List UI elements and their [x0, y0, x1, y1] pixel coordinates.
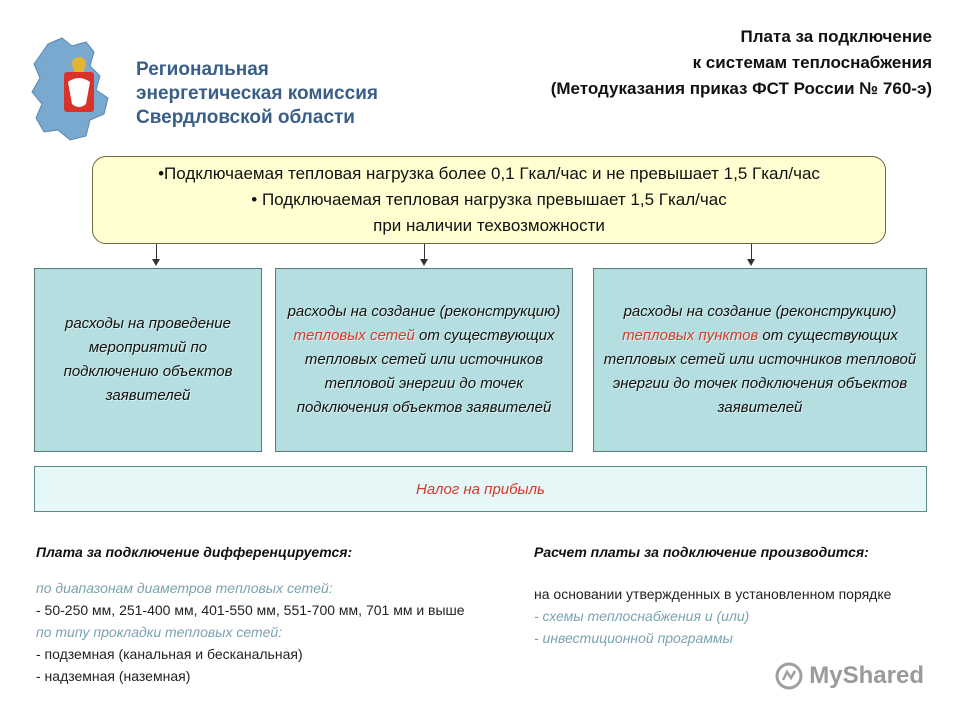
laying-type-aboveground: - надземная (наземная) — [36, 668, 191, 684]
diameter-heading: по диапазонам диаметров тепловых сетей: — [36, 580, 333, 596]
cost-box-1-text: расходы на проведение мероприятий по подключению объектов заявителей — [63, 315, 233, 404]
logo-title — [136, 58, 378, 130]
arrow-to-box1-icon — [152, 259, 160, 266]
logo-line-3: Свердловской области — [136, 107, 355, 128]
calculation-item-scheme: - схемы теплоснабжения и (или) — [534, 608, 750, 624]
arrow-to-box2-icon — [420, 259, 428, 266]
logo-line-2: энергетическая комиссия — [136, 83, 378, 104]
cost-box-3-highlight: тепловых пунктов — [622, 327, 759, 344]
calculation-section — [534, 541, 891, 649]
slide-title — [551, 24, 932, 102]
calculation-basis: на основании утвержденных в установленном порядке — [534, 586, 892, 602]
condition-1: •Подключаемая тепловая нагрузка более 0,1 Гкал/час и не превышает 1,5 Гкал/час — [158, 164, 820, 183]
cost-box-3-text — [601, 300, 919, 420]
calculation-item-program: - инвестиционной программы — [534, 630, 733, 646]
calculation-title: Расчет платы за подключение производится: — [534, 544, 869, 560]
cost-box-2-highlight: тепловых сетей — [293, 327, 415, 344]
myshared-logo-icon — [775, 662, 803, 690]
differentiation-section — [36, 541, 465, 687]
arrow-to-box3-line — [751, 244, 752, 260]
cost-box-3-text-a: расходы на создание (реконструкцию) — [623, 303, 897, 320]
cost-box-heat-networks — [275, 268, 573, 452]
title-line-3: (Методуказания приказ ФСТ России № 760-э) — [550, 79, 932, 98]
conditions-box — [92, 156, 886, 244]
diameter-ranges: - 50-250 мм, 251-400 мм, 401-550 мм, 551-700 мм, 701 мм и выше — [36, 602, 465, 618]
watermark — [775, 662, 924, 690]
condition-2: • Подключаемая тепловая нагрузка превышает 1,5 Гкал/час — [251, 190, 727, 209]
title-line-2: к системам теплоснабжения — [692, 53, 932, 72]
cost-box-heat-points — [593, 268, 927, 452]
cost-box-connection-measures — [34, 268, 262, 452]
arrow-to-box3-icon — [747, 259, 755, 266]
sverdlovsk-region-map-icon — [28, 36, 138, 146]
watermark-text: MyShared — [809, 662, 924, 689]
cost-box-2-text — [283, 300, 565, 420]
profit-tax-bar — [34, 466, 927, 512]
differentiation-title: Плата за подключение дифференцируется: — [36, 544, 353, 560]
cost-box-2-text-b: от существующих тепловых сетей или источников тепловой энергии до точек подключения объектов заявителей — [296, 327, 555, 416]
logo-line-1: Региональная — [136, 59, 269, 80]
cost-box-3-text-b: от существующих тепловых сетей или источников тепловой энергии до точек подключения объектов заявителей — [603, 327, 917, 416]
title-line-1: Плата за подключение — [740, 27, 932, 46]
laying-type-underground: - подземная (канальная и бесканальная) — [36, 646, 303, 662]
arrow-to-box1-line — [156, 244, 157, 260]
laying-type-heading: по типу прокладки тепловых сетей: — [36, 624, 283, 640]
profit-tax-label: Налог на прибыль — [416, 480, 545, 498]
condition-3: при наличии техвозможности — [373, 216, 605, 235]
arrow-to-box2-line — [424, 244, 425, 260]
cost-box-2-text-a: расходы на создание (реконструкцию) — [287, 303, 561, 320]
